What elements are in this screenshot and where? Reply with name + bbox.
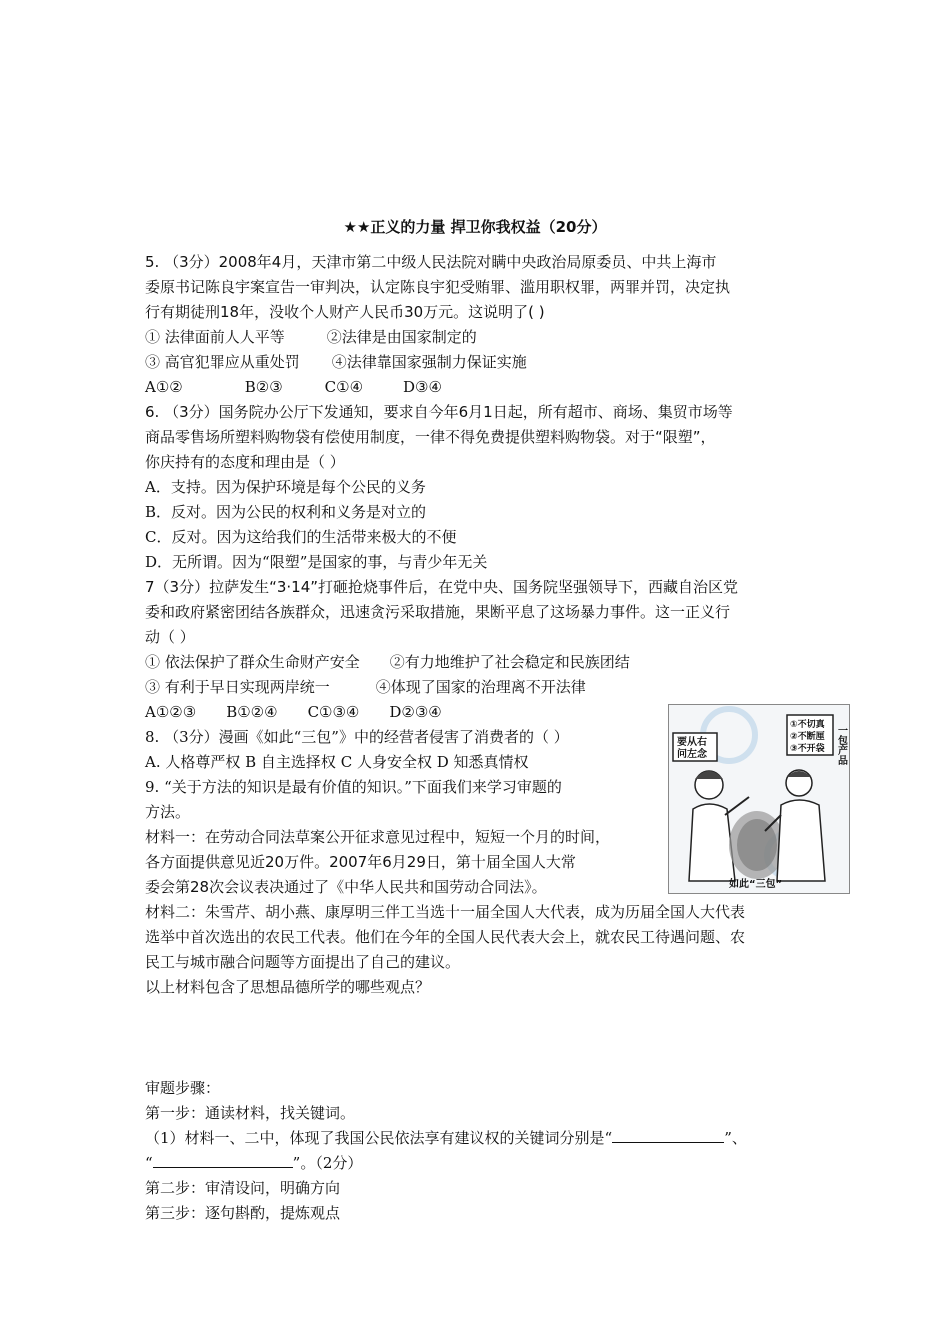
answer-blank-2[interactable] (153, 1153, 293, 1168)
cartoon-drawing (669, 705, 849, 893)
q9-material1-line1: 材料一：在劳动合同法草案公开征求意见过程中，短短一个月的时间， (145, 828, 611, 846)
q6-choice-c: C．反对。因为这给我们的生活带来极大的不便 (145, 528, 457, 546)
q9-material1-line3: 委会第28次会议表决通过了《中华人民共和国劳动合同法》。 (145, 878, 547, 896)
q7-choice-c: C①③④ (307, 703, 360, 721)
q7-choice-a: A①②③ (145, 703, 197, 721)
step-2: 第二步：审清设问，明确方向 (145, 1179, 341, 1197)
q5-statement-1: ① 法律面前人人平等 (145, 328, 285, 346)
q7-statement-4: ④体现了国家的治理离不开法律 (375, 678, 586, 696)
q5-choice-c: C①④ (324, 378, 364, 396)
q6-stem-line3: 你庆持有的态度和理由是（ ） (145, 453, 345, 471)
q6-stem-line2: 商品零售场所塑料购物袋有偿使用制度，一律不得免费提供塑料购物袋。对于“限塑”， (145, 428, 716, 446)
sub-question-1-score: ”。（2分） (292, 1154, 363, 1172)
cartoon-left-text-1: 要从右 (677, 737, 707, 748)
q7-stem-line2: 委和政府紧密团结各族群众，迅速贪污采取措施，果断平息了这场暴力事件。这一正义行 (145, 603, 731, 621)
q9-material2-line2: 选举中首次选出的农民工代表。他们在今年的全国人民代表大会上，就农民工待遇问题、农 (145, 928, 746, 946)
cartoon-left-text-2: 问左念 (677, 749, 707, 760)
q7-choice-b: B①②④ (226, 703, 278, 721)
cartoon-right-text-1: ①不切真 (790, 720, 825, 730)
q5-statements-row2 (145, 352, 527, 372)
q7-stem-line1: 7（3分）拉萨发生“3·14”打砸抢烧事件后，在党中央、国务院坚强领导下，西藏自治区党 (145, 578, 739, 596)
cartoon-image (668, 704, 850, 894)
q7-choices (145, 702, 442, 722)
sub-question-1-text: （1）材料一、二中，体现了我国公民依法享有建议权的关键词分别是“ (145, 1129, 613, 1147)
answer-blank-1[interactable] (612, 1128, 724, 1143)
q9-material1-line2: 各方面提供意见近20万件。2007年6月29日，第十届全国人大常 (145, 853, 576, 871)
q7-choice-d: D②③④ (389, 703, 442, 721)
q7-statement-2: ②有力地维护了社会稳定和民族团结 (389, 653, 630, 671)
step-3: 第三步：逐句斟酌，提炼观点 (145, 1204, 341, 1222)
q5-statement-3: ③ 高官犯罪应从重处罚 (145, 353, 300, 371)
sub-question-1-close: ”、 (724, 1129, 747, 1147)
q5-stem-line3: 行有期徒刑18年，没收个人财产人民币30万元。这说明了( ) (145, 303, 545, 321)
q9-material2-line1: 材料二：朱雪芹、胡小燕、康厚明三伴工当选十一届全国人大代表，成为历届全国人大代表 (145, 903, 746, 921)
q5-stem-line1: 5. （3分）2008年4月，天津市第二中级人民法院对瞒中央政治局原委员、中共上海市 (145, 253, 717, 271)
q7-statement-3: ③ 有利于早日实现两岸统一 (145, 678, 330, 696)
q8-stem: 8. （3分）漫画《如此“三包”》中的经营者侵害了消费者的（ ） (145, 728, 569, 746)
q8-choices: A. 人格尊严权 B 自主选择权 C 人身安全权 D 知悉真情权 (145, 753, 529, 771)
sub-question-1-line2 (145, 1153, 362, 1173)
q9-material2-line3: 民工与城市融合问题等方面提出了自己的建议。 (145, 953, 461, 971)
q7-statements-row2 (145, 677, 586, 697)
q9-stem-line2: 方法。 (145, 803, 191, 821)
q5-statements-row1 (145, 327, 477, 347)
sub-question-1-open: “ (145, 1154, 153, 1172)
q7-statement-1: ① 依法保护了群众生命财产安全 (145, 653, 360, 671)
q5-choices (145, 377, 442, 397)
q5-statement-4: ④法律靠国家强制力保证实施 (331, 353, 527, 371)
q6-choice-a: A．支持。因为保护环境是每个公民的义务 (145, 478, 426, 496)
q7-stem-line3: 动（ ） (145, 628, 195, 646)
steps-title: 审题步骤： (145, 1079, 221, 1097)
cartoon-right-text-3: ③不开袋 (790, 744, 825, 754)
q5-choice-b: B②③ (244, 378, 283, 396)
q7-statements-row1 (145, 652, 630, 672)
q6-choice-b: B．反对。因为公民的权利和义务是对立的 (145, 503, 427, 521)
q5-statement-2: ②法律是由国家制定的 (326, 328, 477, 346)
q5-choice-a: A①② (145, 378, 183, 396)
q5-stem-line2: 委原书记陈良宇案宣告一审判决，认定陈良宇犯受贿罪、滥用职权罪，两罪并罚，决定执 (145, 278, 731, 296)
q9-stem-line1: 9. “关于方法的知识是最有价值的知识。”下面我们来学习审题的 (145, 778, 562, 796)
cartoon-right-text-2: ②不断厘 (790, 732, 825, 742)
cartoon-vertical-text: 一包产品 (835, 725, 847, 765)
q5-choice-d: D③④ (403, 378, 442, 396)
step-1: 第一步：通读材料，找关键词。 (145, 1104, 356, 1122)
cartoon-caption: 如此“三包” (729, 879, 783, 890)
section-title: ★★正义的力量 捍卫你我权益（20分） (343, 218, 607, 236)
q6-stem-line1: 6. （3分）国务院办公厅下发通知，要求自今年6月1日起，所有超市、商场、集贸市场等 (145, 403, 733, 421)
q9-question: 以上材料包含了思想品德所学的哪些观点？ (145, 978, 431, 996)
sub-question-1-line1 (145, 1128, 747, 1148)
q6-choice-d: D．无所谓。因为“限塑”是国家的事，与青少年无关 (145, 553, 488, 571)
